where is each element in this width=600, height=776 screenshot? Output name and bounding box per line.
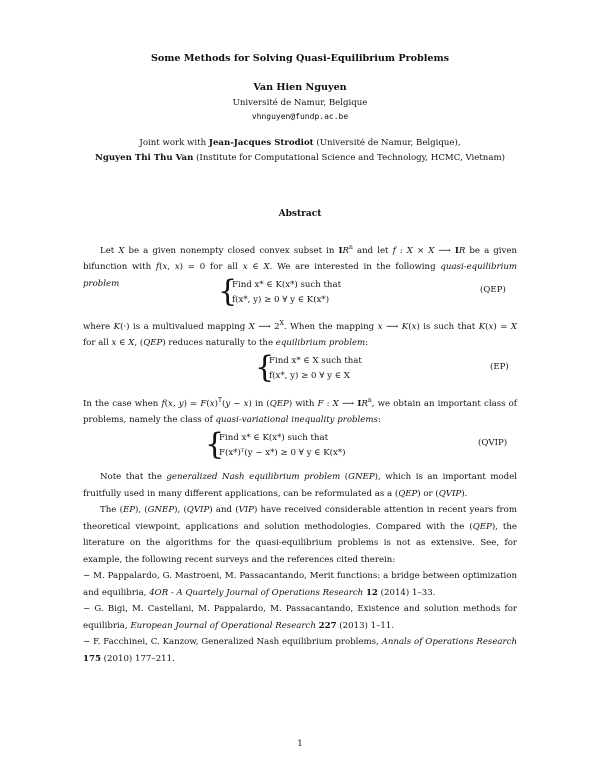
reference-1-rest: (2014) 1–33. bbox=[377, 587, 436, 598]
reference-3-text: − F. Facchinei, C. Kanzow, Generalized Nash equilibrium problems, bbox=[83, 637, 382, 647]
paragraph-qvip-intro: In the case when f(x, $y) = F(x)^T(y - x)$ in (QEP) with F : X ⟶ $IR^n$, we obtain an important class of problems, namely the class of quasi-variational inequality problems: bbox=[83, 397, 517, 426]
qep-line-1: Find x* ∈ K(x*) such that bbox=[232, 280, 342, 290]
page-number: 1 bbox=[297, 739, 303, 749]
abstract-heading: Abstract bbox=[278, 209, 322, 219]
joint-work-line-1 bbox=[60, 138, 540, 148]
reference-1-venue: 4OR - A Quartely Journal of Operations Research bbox=[149, 587, 364, 598]
reference-3-venue: Annals of Operations Research bbox=[381, 637, 517, 647]
author-name: Van Hien Nguyen bbox=[253, 82, 347, 93]
coauthor-1-affiliation: (Université de Namur, Belgique), bbox=[313, 138, 461, 148]
joint-prefix: Joint work with bbox=[139, 138, 209, 148]
paragraph-k-mapping: where K(·) is a multivalued mapping X ⟶ $2^X$. When the mapping x ⟶ K(x) is such that K(x) = X for all x ∈ X, (QEP) reduces naturally to the equilibrium problem: bbox=[83, 320, 517, 349]
coauthor-1: Jean-Jacques Strodiot bbox=[208, 138, 314, 148]
paragraph-literature: The (EP), (GNEP), (QVIP) and (VIP) have received considerable attention in recent years from theoretical viewpoint, applications and solution methodologies. Compared with the (QEP), the literature on the algorithms for the quasi-equilibrium problems is not as extensive. See, for example, the following recent surveys and the references cited therein: bbox=[83, 505, 517, 565]
ep-line-2: f(x*, y) ≥ 0 ∀ y ∈ X bbox=[269, 371, 350, 381]
qvip-line-1: Find x* ∈ K(x*) such that bbox=[219, 433, 329, 443]
left-brace: { bbox=[255, 350, 275, 385]
reference-2-venue: European Journal of Operational Research bbox=[130, 620, 316, 631]
reference-3 bbox=[83, 634, 517, 667]
reference-2-rest: (2013) 1–11. bbox=[336, 620, 395, 631]
joint-work-line-2 bbox=[60, 153, 540, 163]
paper-title: Some Methods for Solving Quasi-Equilibrium Problems bbox=[150, 53, 450, 64]
reference-1-volume: 12 bbox=[365, 587, 378, 598]
coauthor-2: Nguyen Thi Thu Van bbox=[95, 153, 194, 163]
reference-3-volume: 175 bbox=[83, 653, 101, 664]
ep-line-1: Find x* ∈ X such that bbox=[269, 356, 362, 366]
author-email: vhnguyen@fundp.ac.be bbox=[251, 112, 349, 121]
reference-3-rest: (2010) 177–211. bbox=[100, 653, 175, 664]
reference-1 bbox=[83, 568, 517, 601]
paragraph-gnep: Note that the generalized Nash equilibrium problem (GNEP), which is an important model fruitfully used in many different applications, can be reformulated as a (QEP) or (QVIP). bbox=[83, 472, 517, 499]
left-brace: { bbox=[205, 427, 225, 462]
qvip-line-2: F(x*)ᵀ(y − x*) ≥ 0 ∀ y ∈ K(x*) bbox=[219, 448, 346, 458]
reference-2 bbox=[83, 601, 517, 634]
author-affiliation: Université de Namur, Belgique bbox=[232, 98, 368, 108]
reference-2-volume: 227 bbox=[318, 620, 337, 631]
reference-2-text: − G. Bigi, M. Castellani, M. Pappalardo, M. Passacantando, Existence and solution methods for equilibria, bbox=[83, 604, 517, 631]
ep-tag: (EP) bbox=[490, 362, 509, 372]
left-brace: { bbox=[218, 274, 238, 309]
abstract-paragraph-1: Let X be a given nonempty closed convex subset in $IR^n$ and let f : X × X ⟶ IR be a given bifunction with f(x, x) = 0 for all x ∈ X. We are interested in the following quasi-equilibrium problem bbox=[83, 244, 518, 290]
qep-line-2: f(x*, y) ≥ 0 ∀ y ∈ K(x*) bbox=[232, 295, 330, 305]
qvip-tag: (QVIP) bbox=[478, 438, 508, 448]
coauthor-2-affiliation: (Institute for Computational Science and Technology, HCMC, Vietnam) bbox=[193, 153, 505, 163]
qep-tag: (QEP) bbox=[480, 285, 506, 295]
reference-1-text: − M. Pappalardo, G. Mastroeni, M. Passacantando, Merit functions: a bridge between optimization and equilibria, bbox=[83, 571, 517, 598]
